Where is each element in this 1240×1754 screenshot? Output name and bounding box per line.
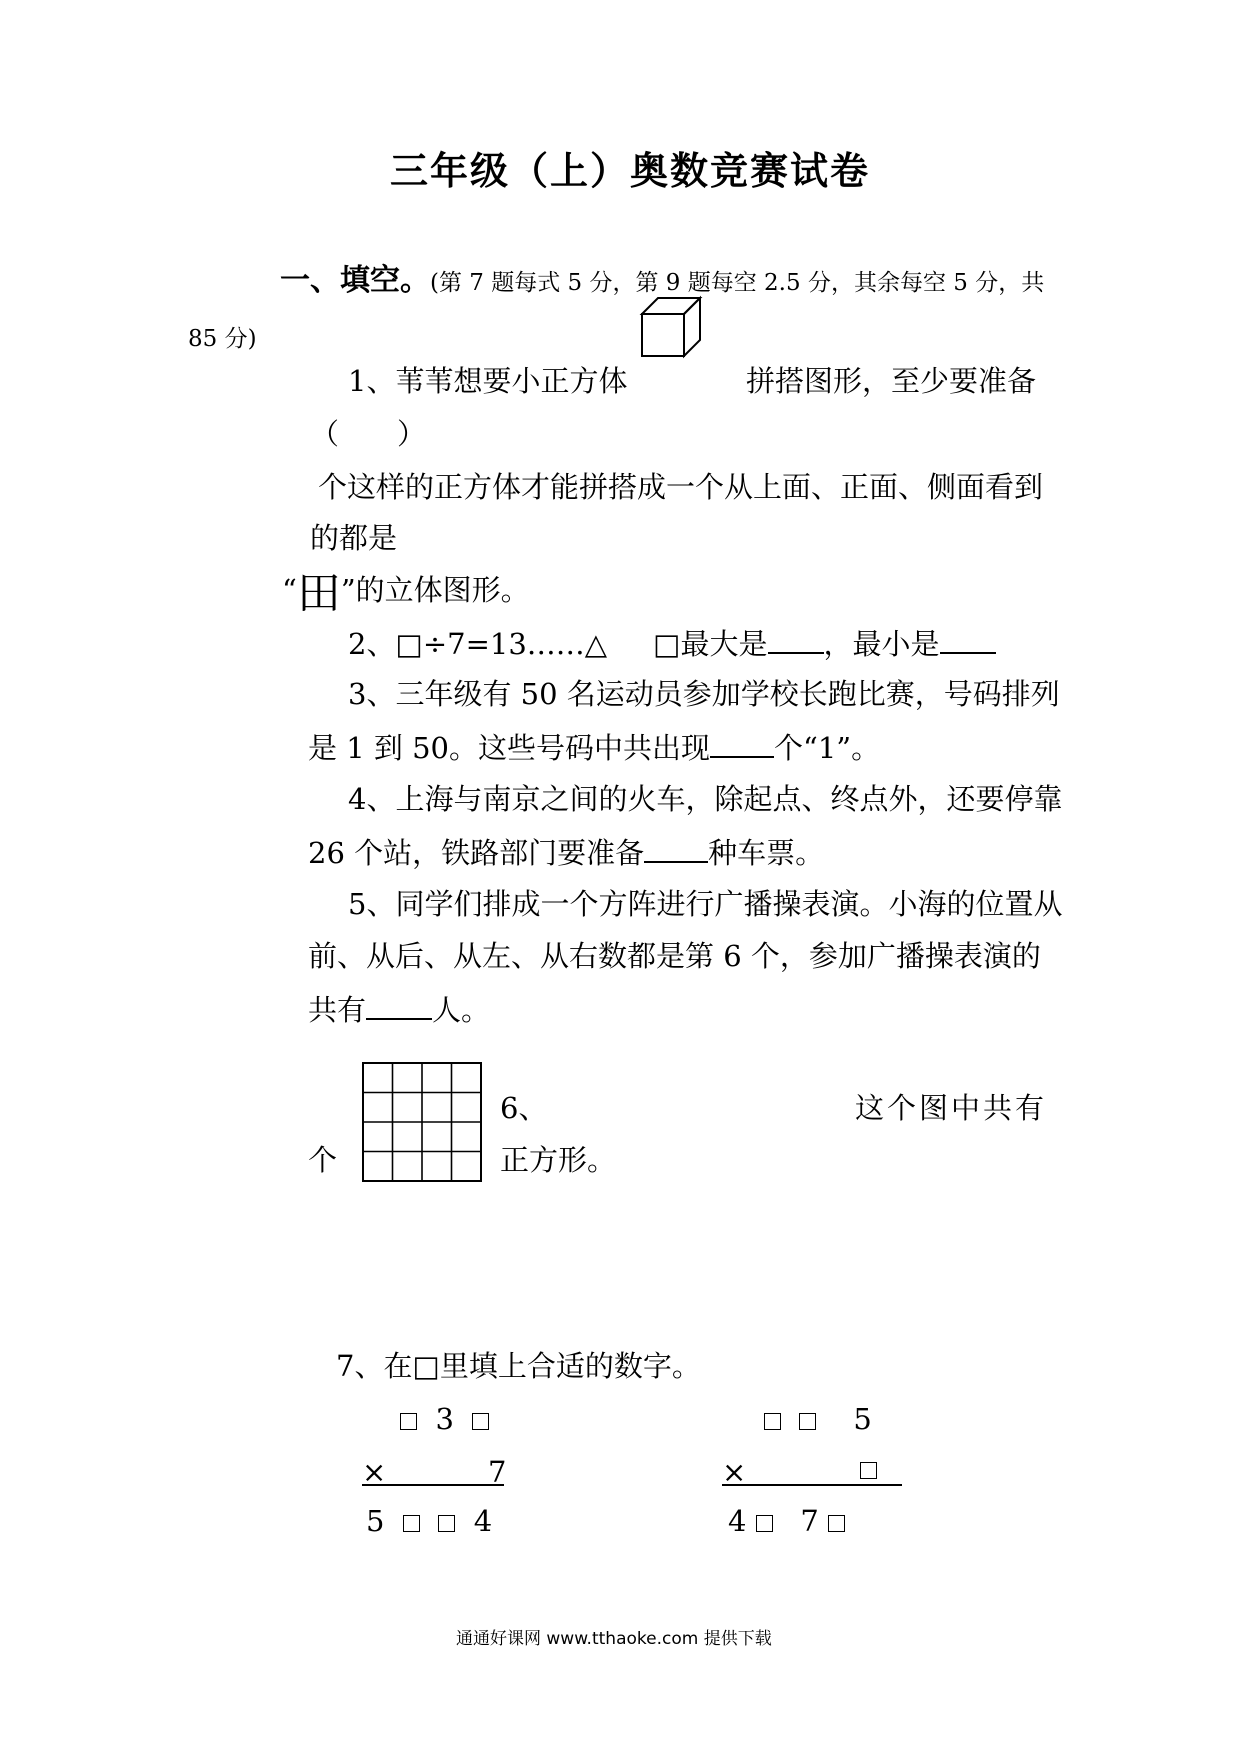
q6-after-text: 正方形。 [500,1143,617,1177]
q7-right-rule [722,1484,902,1486]
digit-box[interactable] [828,1515,845,1532]
section-instructions-cont: 85 分) [188,326,257,352]
q4-line2 [308,837,824,868]
question-2 [348,628,996,659]
cube-icon [640,296,704,360]
q7-left-multiplier: 7 [488,1455,507,1489]
q5-line3 [308,994,490,1025]
q3-line2-text: 是 1 到 50。这些号码中共出现 [308,731,711,765]
q5-line2: 前、从后、从左、从右数都是第 6 个，参加广播操表演的 [308,939,1041,973]
q1-answer-parens: （ ） [310,417,427,451]
q1-line5 [282,568,530,619]
q4-blank[interactable] [644,837,708,863]
q1-line5-text: ”的立体图形。 [340,573,530,607]
q7-right-result-third: 7 [800,1504,819,1538]
q5-line1: 5、同学们排成一个方阵进行广播操表演。小海的位置从 [348,887,1063,921]
q1-line4: 的都是 [310,521,398,555]
digit-box[interactable] [860,1462,877,1479]
q3-line2 [308,732,880,763]
q7-left-result-first: 5 [366,1504,385,1538]
q7-left-operator: × [362,1455,387,1489]
q7-right-row1 [764,1402,872,1436]
q7-left-result-last: 4 [473,1504,493,1538]
q2-max-label: □最大是 [653,627,768,661]
section-heading-label: 一、填空。 [280,263,430,298]
digit-box[interactable] [400,1413,417,1430]
q6-label: 6、 [500,1091,548,1125]
q7-left-digit: 3 [435,1402,454,1436]
q2-max-blank[interactable] [768,628,824,654]
q7-left-row1 [400,1402,489,1436]
section-instructions: (第 7 题每式 5 分，第 9 题每空 2.5 分，其余每空 5 分，共 [430,270,1045,296]
digit-box[interactable] [438,1515,455,1532]
q7-right-row3 [728,1504,845,1538]
q3-line2-end: 个“1”。 [774,731,881,765]
q4-line2-text: 26 个站，铁路部门要准备 [308,836,645,870]
q7-right-result-first: 4 [728,1504,747,1538]
q5-line3-end: 人。 [432,993,491,1027]
digit-box[interactable] [756,1515,773,1532]
digit-box[interactable] [764,1413,781,1430]
q6-right-text: 这个图中共有 [855,1091,1048,1125]
q4-line2-end: 种车票。 [708,836,825,870]
q5-blank[interactable] [366,994,432,1020]
q1-line3: 个这样的正方体才能拼搭成一个从上面、正面、侧面看到 [318,470,1044,504]
open-quote: “ [282,573,297,607]
tian-character: 田 [296,568,341,619]
q7-left-row3 [366,1504,493,1538]
q2-min-blank[interactable] [940,628,996,654]
q7-left-rule [362,1484,504,1486]
page-footer: 通通好课网 www.tthaoke.com 提供下载 [456,1629,772,1649]
digit-box[interactable] [403,1515,420,1532]
q5-line3-text: 共有 [308,993,367,1027]
q7-heading: 7、在□里填上合适的数字。 [336,1349,701,1383]
section-heading [280,263,1045,298]
q7-right-multiplier-box[interactable] [860,1462,877,1482]
q3-blank[interactable] [710,732,774,758]
q6-left-text: 个 [308,1143,338,1177]
q2-min-label: ，最小是 [823,627,940,661]
grid-figure [362,1062,482,1182]
q7-right-operator: × [722,1455,747,1489]
digit-box[interactable] [472,1413,489,1430]
q7-right-digit: 5 [853,1402,872,1436]
q4-line1: 4、上海与南京之间的火车，除起点、终点外，还要停靠 [348,782,1063,816]
page-title: 三年级（上）奥数竞赛试卷 [390,148,871,193]
digit-box[interactable] [799,1413,816,1430]
q1-line1-a: 1、苇苇想要小正方体 [348,364,628,398]
q3-line1: 3、三年级有 50 名运动员参加学校长跑比赛，号码排列 [348,677,1060,711]
q1-line1-b: 拼搭图形，至少要准备 [746,364,1037,398]
q2-equation: 2、□÷7=13……△ [348,627,608,661]
